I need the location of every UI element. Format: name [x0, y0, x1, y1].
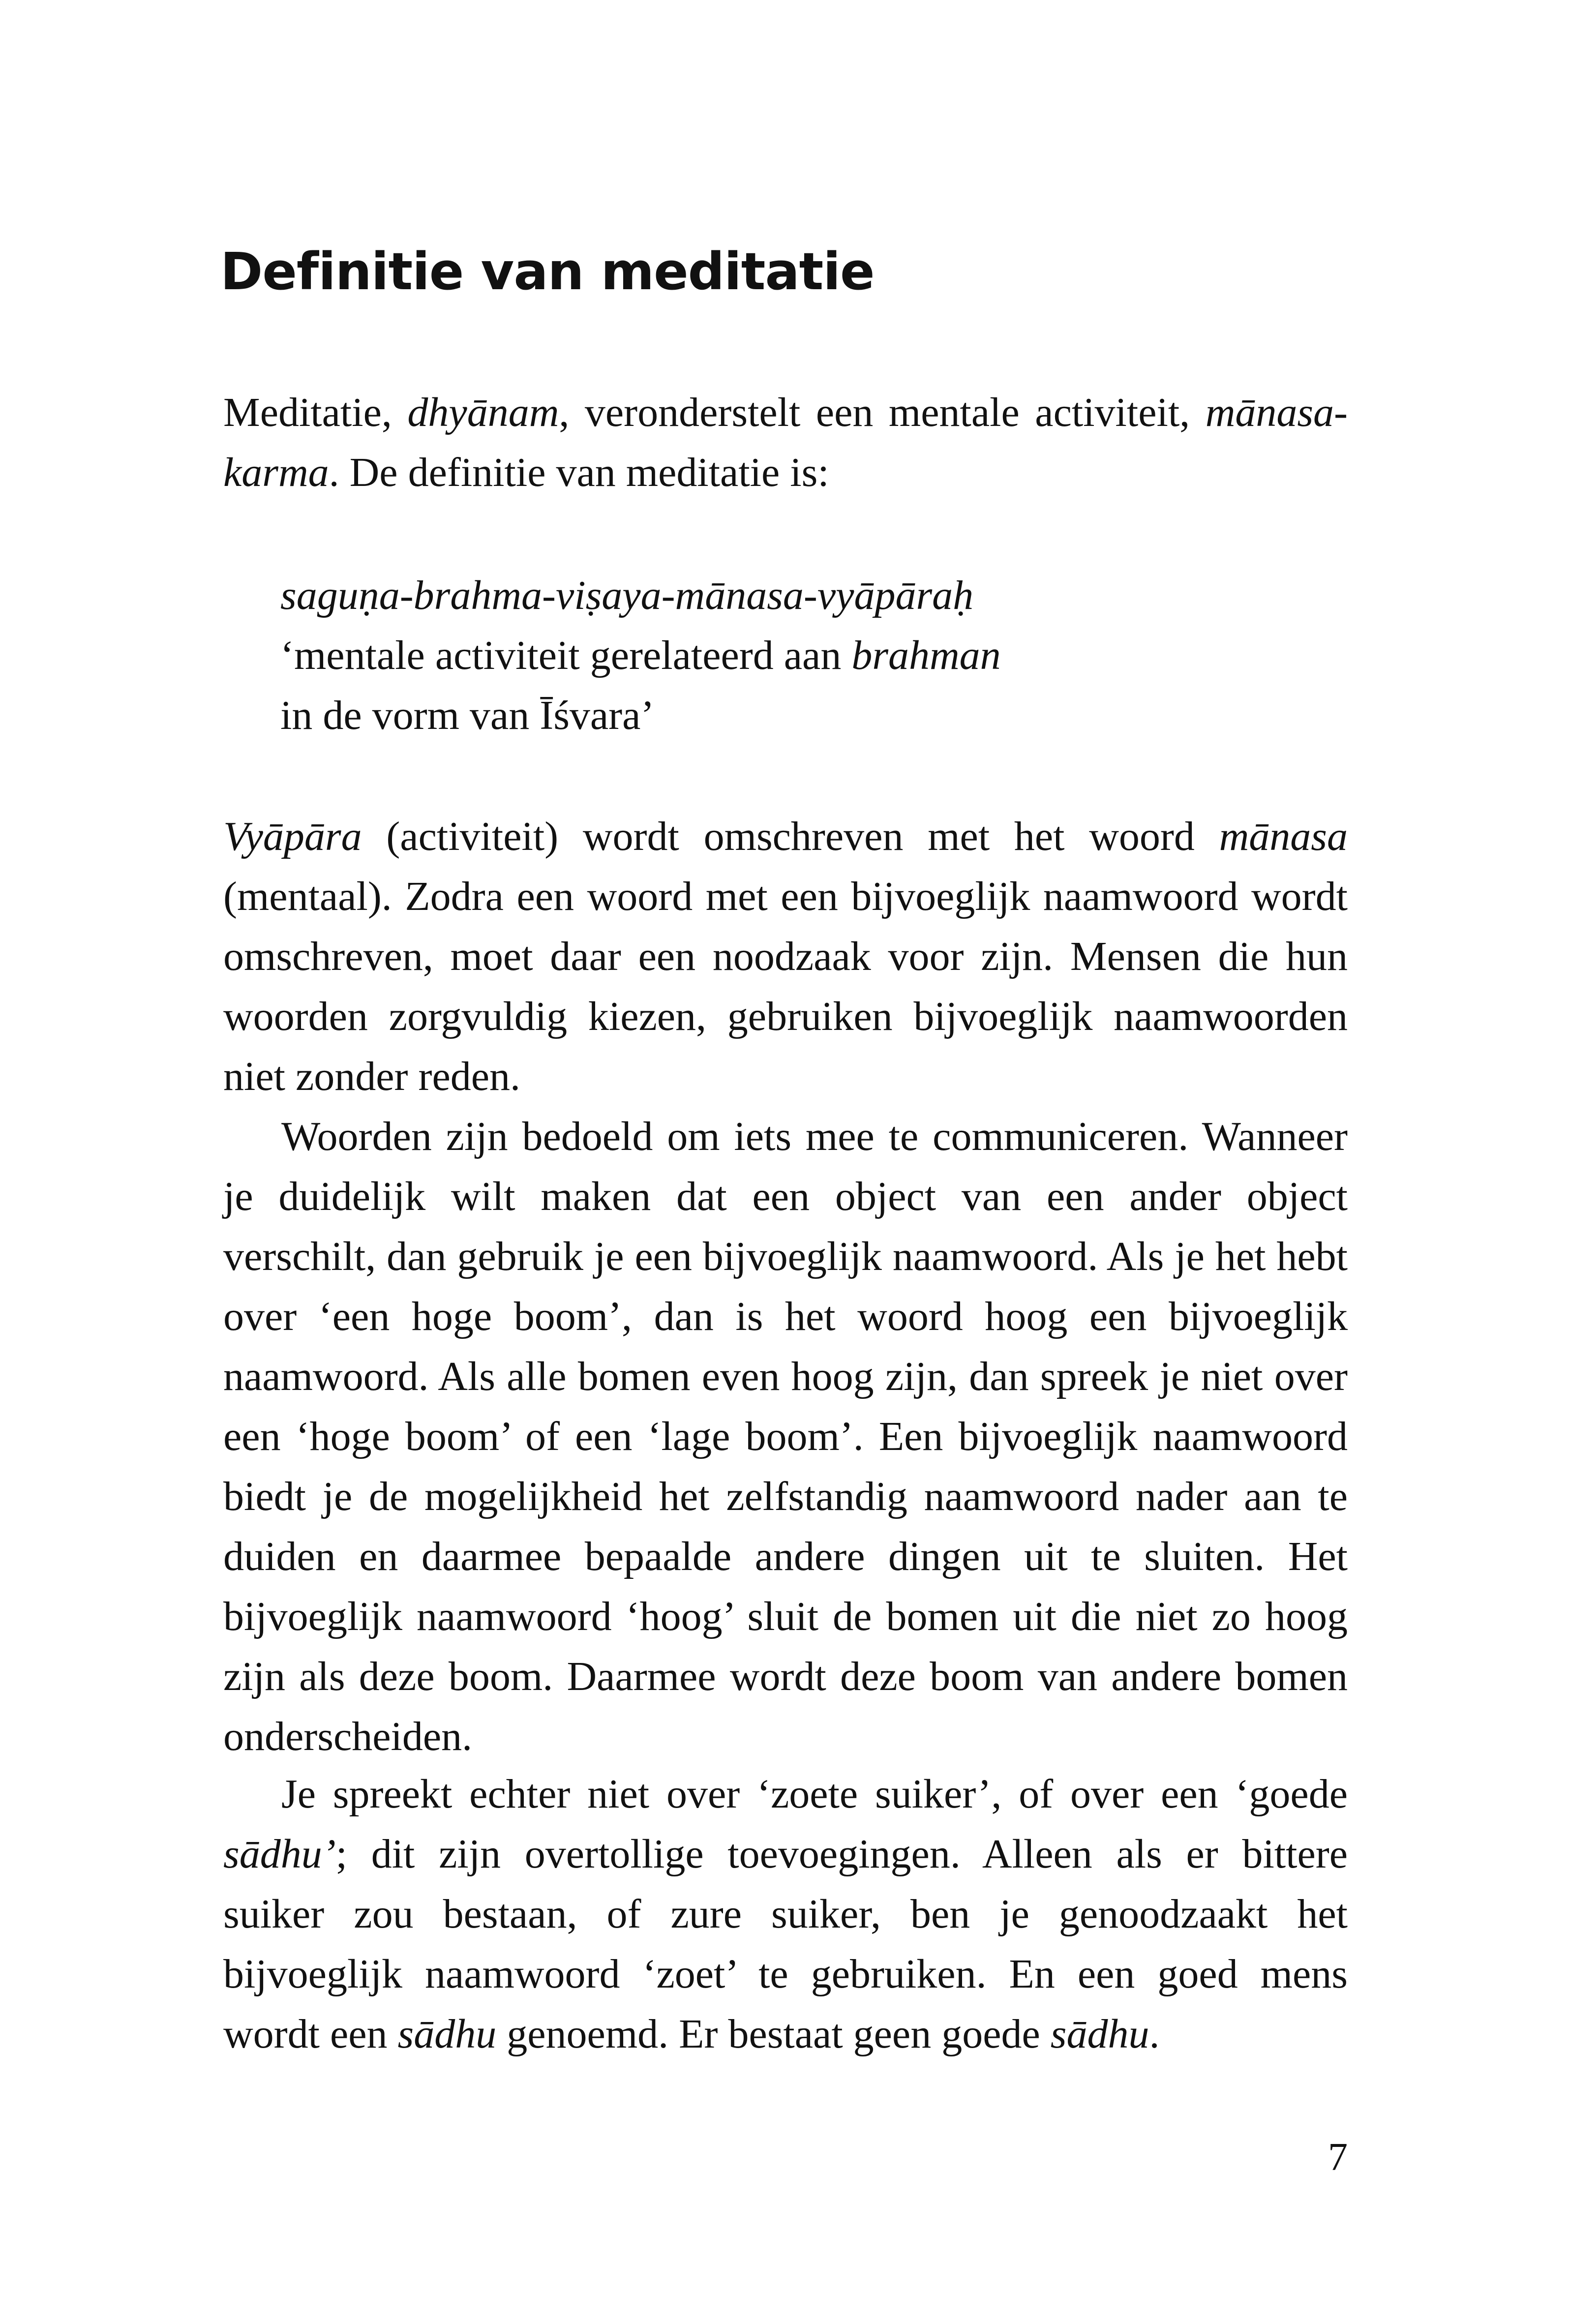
paragraph-zoete-suiker: [223, 1764, 1348, 2064]
term-manasa: mānasa: [1219, 814, 1348, 859]
para1-text-2: (mentaal). Zodra een woord met een bijvoeglijk naamwoord wordt omschreven, moet daar een noodzaak voor zijn. Mensen die hun woorden zorgvuldig kiezen, gebruiken bijvoeglijk naamwoorden niet zonder reden.: [223, 874, 1348, 1099]
intro-paragraph: [223, 383, 1348, 503]
quote-term-brahman: brahman: [851, 633, 1001, 678]
quote-line-3: in de vorm van Īśvara’: [280, 693, 655, 738]
definition-quote: [280, 566, 1001, 746]
quote-line-2-text: ‘mentale activiteit gerelateerd aan: [280, 633, 852, 678]
para3-text-3: genoemd. Er bestaat geen goede: [496, 2011, 1051, 2057]
term-sadhu-2: sādhu: [397, 2011, 497, 2057]
paragraph-vyapara: [223, 807, 1348, 1107]
intro-term-dhyanam: dhyānam: [407, 390, 559, 435]
page-number: 7: [1328, 2136, 1348, 2179]
para1-text-1: (activiteit) wordt omschreven met het woord: [362, 814, 1219, 859]
intro-term-manasa-karma: mānasa-karma: [223, 390, 1348, 495]
para3-text-2: ; dit zijn overtollige toevoegingen. Alleen als er bittere suiker zou bestaan, of zure suiker, ben je genoodzaakt het bijvoeglijk naamwoord ‘zoet’ te gebruiken. En een goed mens wordt een: [223, 1831, 1348, 2057]
intro-text-3: . De definitie van meditatie is:: [329, 450, 829, 495]
quote-line-sanskrit: [280, 566, 1001, 626]
paragraph-woorden: Woorden zijn bedoeld om iets mee te communiceren. Wanneer je duidelijk wilt maken dat een object van een ander object verschilt, dan gebruik je een bijvoeglijk naamwoord. Als je het hebt over ‘een hoge boom’, dan is het woord hoog een bijvoeglijk naamwoord. Als alle bomen even hoog zijn, dan spreek je niet over een ‘hoge boom’ of een ‘lage boom’. Een bijvoeglijk naamwoord biedt je de mogelijkheid het zelfstandig naamwoord nader aan te duiden en daarmee bepaalde andere dingen uit te sluiten. Het bijvoeglijk naamwoord ‘hoog’ sluit de bomen uit die niet zo hoog zijn als deze boom. Daarmee wordt deze boom van andere bomen onderscheiden.: [223, 1114, 1348, 1759]
para3-text-4: .: [1149, 2011, 1160, 2057]
quote-sanskrit-term: saguṇa-brahma-viṣaya-mānasa-vyāpāraḥ: [280, 573, 974, 618]
chapter-heading: Definitie van meditatie: [220, 241, 875, 302]
intro-text-1: Meditatie,: [223, 390, 408, 435]
para3-text-1: Je spreekt echter niet over ‘zoete suiker’, of over een ‘goede: [281, 1771, 1348, 1817]
term-vyapara: Vyāpāra: [223, 814, 362, 859]
intro-text-2: , veronderstelt een mentale activiteit,: [559, 390, 1206, 435]
quote-line-2: [280, 626, 1001, 686]
term-sadhu-1: sādhu’: [223, 1831, 336, 1877]
term-sadhu-3: sādhu: [1050, 2011, 1149, 2057]
